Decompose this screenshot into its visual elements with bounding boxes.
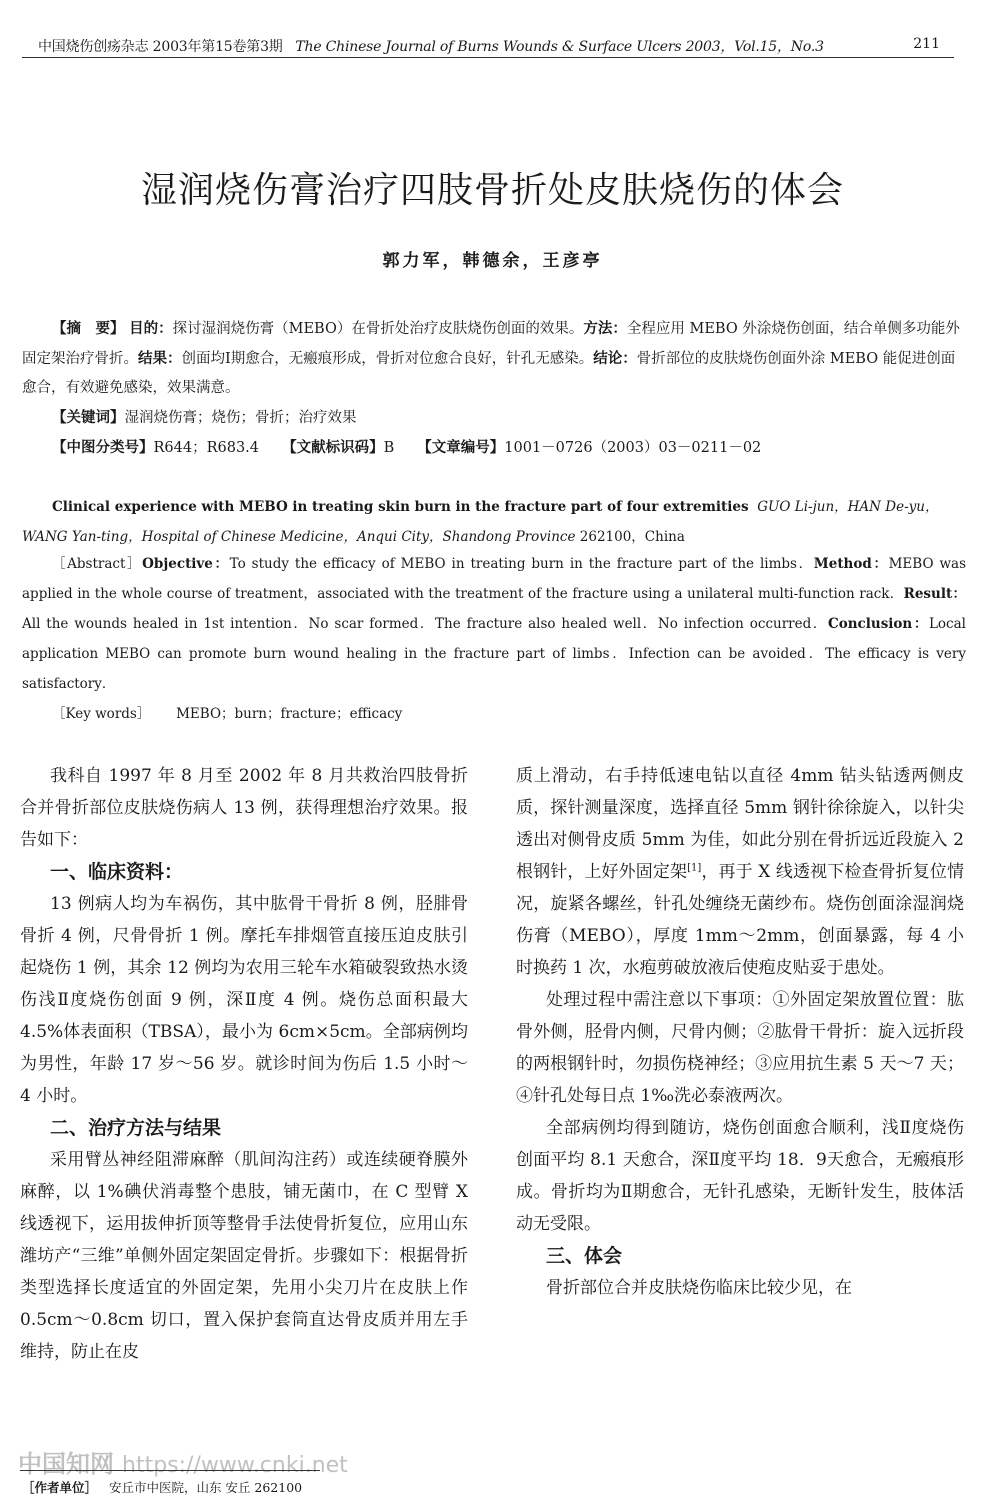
page-number: 211: [913, 36, 940, 52]
article-title: 湿润烧伤膏治疗四肢骨折处皮肤烧伤的体会: [140, 170, 844, 211]
classification-line: 【中图分类号】R644；R683.4 【文献标识码】B 【文章编号】1001－0726（2003）03－0211－02: [52, 439, 762, 456]
postcode: 262100，China: [579, 529, 685, 545]
abstract-label: 【摘 要】: [52, 320, 125, 337]
journal-name-en: The Chinese Journal of Burns Wounds & Surface Ulcers 2003，Vol.15，No.3: [295, 39, 824, 55]
body-left-column: [20, 760, 468, 1368]
right-paragraph-3: 全部病例均得到随访，烧伤创面愈合顺利，浅Ⅱ度烧伤创面平均 8.1 天愈合，深Ⅱ度平均 18．9天愈合，无瘢痕形成。骨折均为Ⅱ期愈合，无针孔感染，无断针发生，肢体活动无受限。: [516, 1118, 964, 1234]
cnki-watermark: 中国知网 https://www.cnki.net: [18, 1450, 348, 1478]
right-paragraph-1: 质上滑动，右手持低速电钻以直径 4mm 钻头钻透两侧皮质，探针测量深度，选择直径 5mm 钢针徐徐旋入，以针尖透出对侧骨皮质 5mm 为佳，如此分别在骨折远近段旋入 2 根钢针，上好外固定架[1]，再于 X 线透视下检查骨折复位情况，旋紧各螺丝，针孔处缠绕无菌纱布。烧伤创面涂湿润烧伤膏（MEBO），厚度 1mm～2mm，创面暴露，每 4 小时换药 1 次，水疱剪破放液后使疱皮贴妥于患处。: [516, 766, 964, 978]
journal-name-cn: 中国烧伤创疡杂志 2003年第15卷第3期: [38, 39, 283, 55]
english-authors: GUO Li-jun，HAN De-yu，WANG Yan-ting，Hospital of Chinese Medicine，Anqui City，Shandong Province: [22, 499, 939, 545]
right-paragraph-4: 骨折部位合并皮肤烧伤临床比较少见，在: [546, 1278, 852, 1298]
section-3-title: 三、体会: [546, 1245, 623, 1267]
intro-paragraph: 我科自 1997 年 8 月至 2002 年 8 月共救治四肢骨折合并骨折部位皮肤烧伤病人 13 例，获得理想治疗效果。报告如下：: [20, 766, 468, 850]
header-rule: [22, 57, 954, 58]
author-affiliation-footnote: ［作者单位］ 安丘市中医院，山东 安丘 262100: [22, 1480, 303, 1495]
article-authors: 郭力军，韩德余，王彦亭: [382, 251, 603, 271]
footnote-rule: [20, 1470, 320, 1471]
section-2-text: 采用臂丛神经阻滞麻醉（肌间沟注药）或连续硬脊膜外麻醉，以 1%碘伏消毒整个患肢，铺无菌巾，在 C 型臂 X 线透视下，运用拔伸折顶等整骨手法使骨折复位，应用山东潍坊产“三维”单侧外固定架固定骨折。步骤如下：根据骨折类型选择长度适宜的外固定架，先用小尖刀片在皮肤上作 0.5cm～0.8cm 切口，置入保护套筒直达骨皮质并用左手维持，防止在皮: [20, 1150, 468, 1362]
english-title-block: [22, 492, 966, 552]
section-2-title: 二、治疗方法与结果: [50, 1117, 222, 1139]
section-1-text: 13 例病人均为车祸伤，其中肱骨干骨折 8 例，胫腓骨骨折 4 例，尺骨骨折 1 例。摩托车排烟管直接压迫皮肤引起烧伤 1 例，其余 12 例均为农用三轮车水箱破裂致热水烫伤浅Ⅱ度烧伤创面 9 例，深Ⅱ度 4 例。烧伤总面积最大 4.5%体表面积（TBSA），最小为 6cm×5cm。全部病例均为男性，年龄 17 岁～56 岁。就诊时间为伤后 1.5 小时～4 小时。: [20, 894, 468, 1106]
keywords-cn: 【关键词】湿润烧伤膏；烧伤；骨折；治疗效果: [52, 409, 357, 426]
body-right-column: [516, 760, 964, 1304]
english-abstract: ［Abstract］Objective：To study the efficacy of MEBO in treating burn in the fracture part of the limbs．Method：MEBO was applied in the whole course of treatment，associated with the treatment of the fracture using a unilateral multi-function rack．Result：All the wounds healed in 1st intention．No scar formed．The fracture also healed well．No infection occurred．Conclusion：Local application MEBO can promote burn wound healing in the fracture part of limbs．Infection can be avoided．The efficacy is very satisfactory． ［Key words］ MEBO；burn；fracture；efficacy: [22, 549, 966, 729]
reference-mark: [1]: [687, 862, 702, 874]
keywords-en: ［Key words］ MEBO；burn；fracture；efficacy: [52, 706, 403, 722]
right-paragraph-2: 处理过程中需注意以下事项：①外固定架放置位置：肱骨外侧，胫骨内侧，尺骨内侧；②肱骨干骨折：旋入远折段的两根钢针时，勿损伤桡神经；③应用抗生素 5 天～7 天；④针孔处每日点 1‰洗必泰液两次。: [516, 990, 964, 1106]
english-title: Clinical experience with MEBO in treating skin burn in the fracture part of four extremities: [52, 499, 749, 515]
chinese-abstract: 【摘 要】 目的：探讨湿润烧伤膏（MEBO）在骨折处治疗皮肤烧伤创面的效果。方法：全程应用 MEBO 外涂烧伤创面，结合单侧多功能外固定架治疗骨折。结果：创面均Ⅰ期愈合，无瘢痕形成，骨折对位愈合良好，针孔无感染。结论：骨折部位的皮肤烧伤创面外涂 MEBO 能促进创面愈合，有效避免感染，效果满意。 【关键词】湿润烧伤膏；烧伤；骨折；治疗效果 【中图分类号】R644；R683.4 【文献标识码】B 【文章编号】1001－0726（2003）03－0211－02: [22, 314, 966, 463]
section-1-title: 一、临床资料：: [50, 861, 184, 883]
